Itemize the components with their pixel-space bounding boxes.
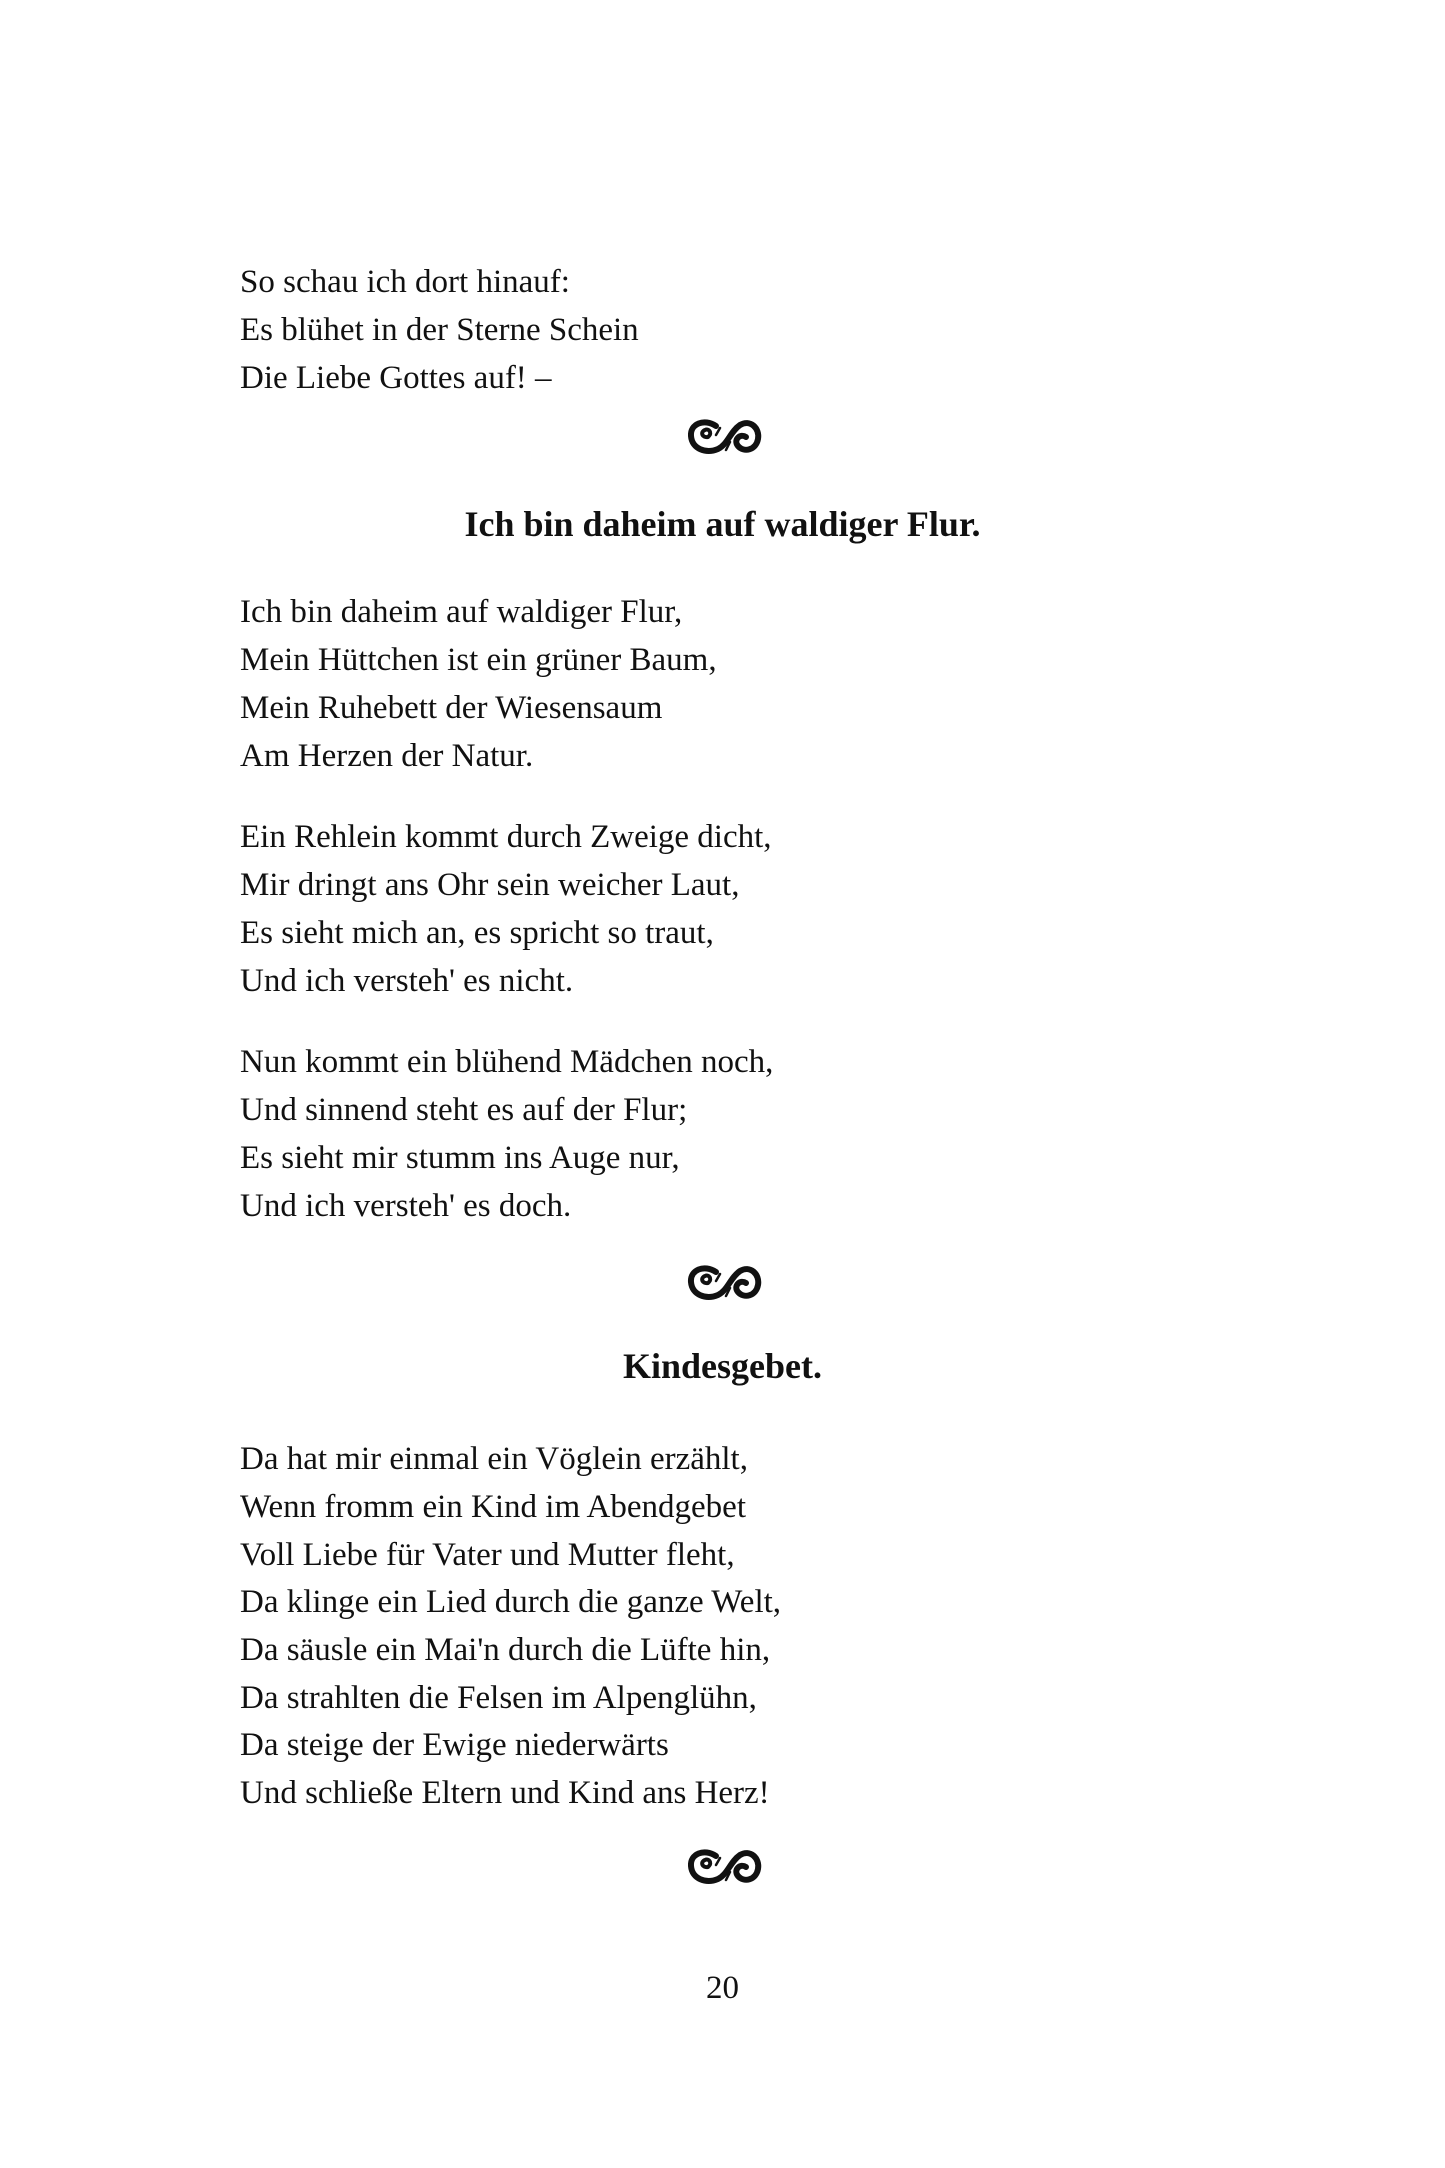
verse-line: Und ich versteh' es doch.: [240, 1188, 572, 1224]
verse-line: Da strahlten die Felsen im Alpenglühn,: [240, 1680, 757, 1716]
verse-line: Voll Liebe für Vater und Mutter fleht,: [240, 1537, 735, 1573]
poem-title: Ich bin daheim auf waldiger Flur.: [464, 504, 981, 544]
poem-title: Kindesgebet.: [622, 1346, 822, 1386]
verse-line: Ich bin daheim auf waldiger Flur,: [240, 594, 683, 630]
verse-line: Mir dringt ans Ohr sein weicher Laut,: [240, 867, 740, 903]
verse-line: Da steige der Ewige niederwärts: [240, 1727, 669, 1763]
scroll-ornament-icon: [686, 416, 762, 458]
verse-line: Ein Rehlein kommt durch Zweige dicht,: [240, 819, 772, 855]
verse-line: Und schließe Eltern und Kind ans Herz!: [240, 1775, 770, 1811]
scroll-ornament-icon: [686, 1262, 762, 1304]
verse-line: Und ich versteh' es nicht.: [240, 963, 574, 999]
verse-line: Wenn fromm ein Kind im Abendgebet: [240, 1489, 746, 1525]
verse-line: Am Herzen der Natur.: [240, 738, 534, 774]
verse-line: Es sieht mich an, es spricht so traut,: [240, 915, 714, 951]
verse-line: Da klinge ein Lied durch die ganze Welt,: [240, 1584, 782, 1620]
verse-line: Mein Ruhebett der Wiesensaum: [240, 690, 663, 726]
verse-line: Nun kommt ein blühend Mädchen noch,: [240, 1044, 774, 1080]
verse-line: Da säusle ein Mai'n durch die Lüfte hin,: [240, 1632, 771, 1668]
verse-line: Es blühet in der Sterne Schein: [240, 312, 639, 348]
page-number: 20: [706, 1970, 739, 2006]
verse-line: So schau ich dort hinauf:: [240, 264, 570, 300]
verse-line: Es sieht mir stumm ins Auge nur,: [240, 1140, 680, 1176]
verse-line: Mein Hüttchen ist ein grüner Baum,: [240, 642, 717, 678]
verse-line: Und sinnend steht es auf der Flur;: [240, 1092, 688, 1128]
verse-line: Da hat mir einmal ein Vöglein erzählt,: [240, 1441, 748, 1477]
verse-line: Die Liebe Gottes auf! –: [240, 360, 552, 396]
scroll-ornament-icon: [686, 1846, 762, 1888]
